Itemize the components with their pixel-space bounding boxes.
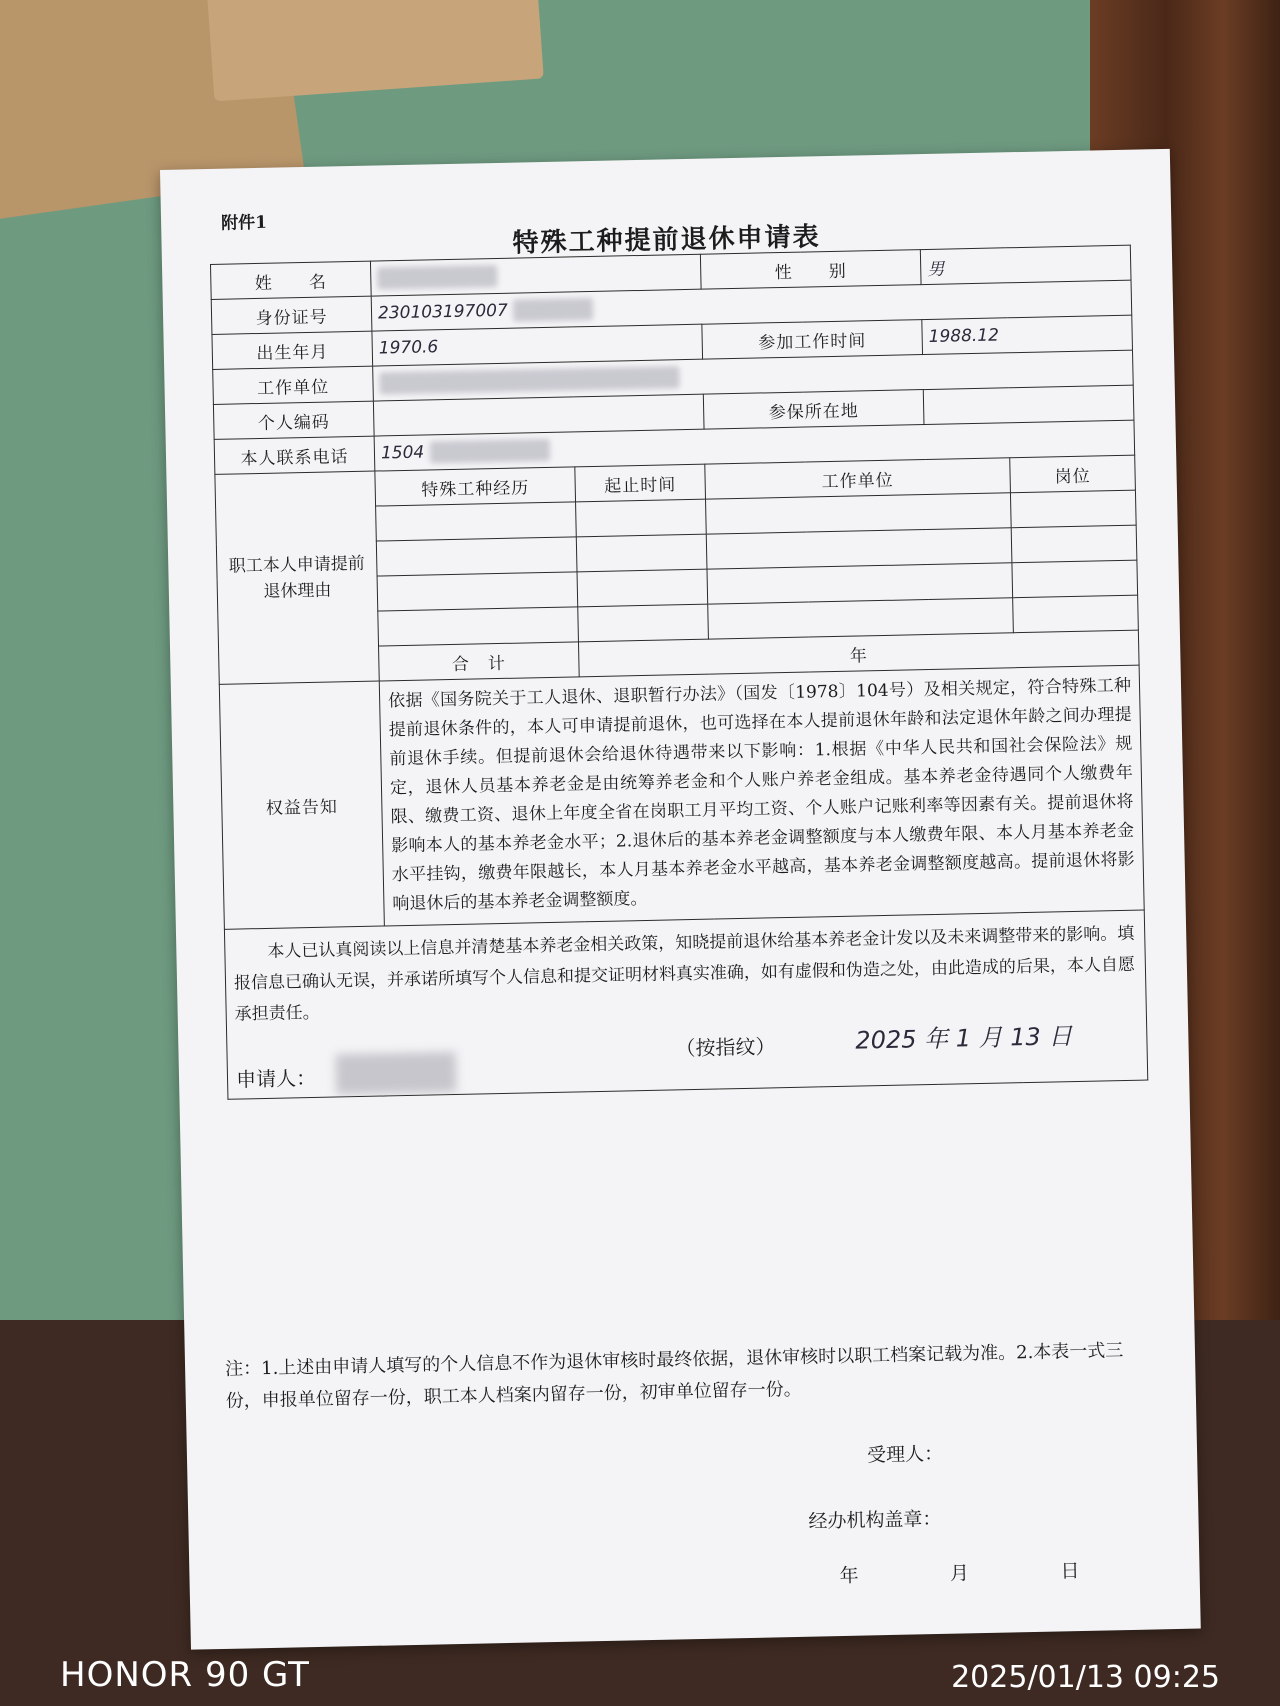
redacted-signature [336,1052,457,1095]
history-col-experience: 特殊工种经历 [375,467,576,506]
timestamp-watermark: 2025/01/13 09:25 [951,1660,1220,1695]
application-form-table [210,245,1148,1100]
year-unit: 年 [849,645,869,667]
applicant-label: 申请人： [235,1065,317,1092]
rights-row [219,665,1144,929]
footer-year: 年 [839,1564,859,1588]
notes: 注：1.上述由申请人填写的个人信息不作为退休审核时最终依据，退休审核时以职工档案记载为准。2.本表一式三份，申报单位留存一份，职工本人档案内留存一份，初审单位留存一份。 [224,1340,1124,1412]
history-cell[interactable] [1010,490,1136,528]
personal-code-label: 个人编码 [213,401,374,439]
history-cell[interactable] [1011,525,1137,563]
history-col-employer: 工作单位 [705,458,1011,499]
application-form-paper [160,149,1201,1650]
history-cell[interactable] [1012,560,1138,598]
form-title: 特殊工种提前退休申请表 [512,222,821,259]
gender-value[interactable]: 男 [920,245,1131,284]
redacted-phone [429,439,549,464]
name-label: 姓 名 [210,261,371,299]
total-label: 合 计 [379,642,580,681]
work-start-label: 参加工作时间 [702,320,923,360]
reason-label: 职工本人申请提前退休理由 [215,471,379,684]
id-value: 230103197007 [377,300,509,324]
acceptor-label: 受理人： [866,1442,944,1467]
signature-row [235,1020,1139,1099]
declaration-row [224,910,1147,1099]
device-watermark: HONOR 90 GT [60,1655,310,1695]
insured-location-value[interactable] [923,385,1134,424]
history-cell[interactable] [376,537,577,576]
history-col-period: 起止时间 [575,464,706,502]
footer-month: 月 [949,1562,970,1585]
id-label: 身份证号 [211,296,372,334]
history-cell[interactable] [577,569,708,607]
declaration-text: 本人已认真阅读以上信息并清楚基本养老金相关政策，知晓提前退休给基本养老金计发以及未来调整带来的影响。填报信息已确认无误，并承诺所填写个人信息和提交证明材料真实准确，如有虚假和伪造之处，由此造成的后果，本人自愿承担责任。 [233,923,1136,1025]
attachment-label: 附件1 [220,212,268,234]
history-col-post: 岗位 [1010,455,1136,493]
history-cell[interactable] [576,534,707,572]
application-date[interactable]: 2025 年 1 月 13 日 [855,1022,1073,1055]
history-cell[interactable] [576,499,707,537]
stamp-label: 经办机构盖章： [808,1507,942,1533]
footer-day: 日 [1060,1560,1080,1583]
redacted-employer [379,366,679,394]
history-cell[interactable] [578,604,709,642]
history-cell[interactable] [376,502,577,541]
rights-label: 权益告知 [219,681,384,929]
history-cell[interactable] [378,607,579,646]
insured-location-label: 参保所在地 [703,390,924,430]
rights-text: 依据《国务院关于工人退休、退职暂行办法》（国发〔1978〕104号）及相关规定，符合特殊工种提前退休条件的，本人可申请提前退休，也可选择在本人提前退休年龄和法定退休年龄之间办理提前退休手续。但提前退休会给退休待遇带来以下影响：1.根据《中华人民共和国社会保险法》规定，退休人员基本养老金是由统筹养老金和个人账户养老金组成。基本养老金待遇同个人缴费年限、缴费工资、退休上年度全省在岗职工月平均工资、个人账户记账利率等因素有关。提前退休将影响本人的基本养老金水平；2.退休后的基本养老金调整额度与本人缴费年限、本人月基本养老金水平挂钩，缴费年限越长，本人月基本养老金水平越高，基本养老金调整额度越高。提前退休将影响退休后的基本养老金调整额度。 [379,665,1144,926]
birth-value[interactable]: 1970.6 [372,324,703,366]
history-cell[interactable] [1013,595,1139,633]
work-start-value[interactable]: 1988.12 [922,315,1133,354]
fingerprint-label: （按指纹） [675,1034,776,1061]
declaration-cell [224,910,1147,1099]
footer-date [839,1556,1080,1588]
birth-label: 出生年月 [212,331,373,369]
employer-label: 工作单位 [213,366,374,404]
history-cell[interactable] [377,572,578,611]
gender-label: 性 别 [700,250,921,290]
phone-label: 本人联系电话 [214,436,375,474]
redacted-name [377,265,497,290]
redacted-id [513,298,593,322]
phone-value: 1504 [380,442,425,464]
